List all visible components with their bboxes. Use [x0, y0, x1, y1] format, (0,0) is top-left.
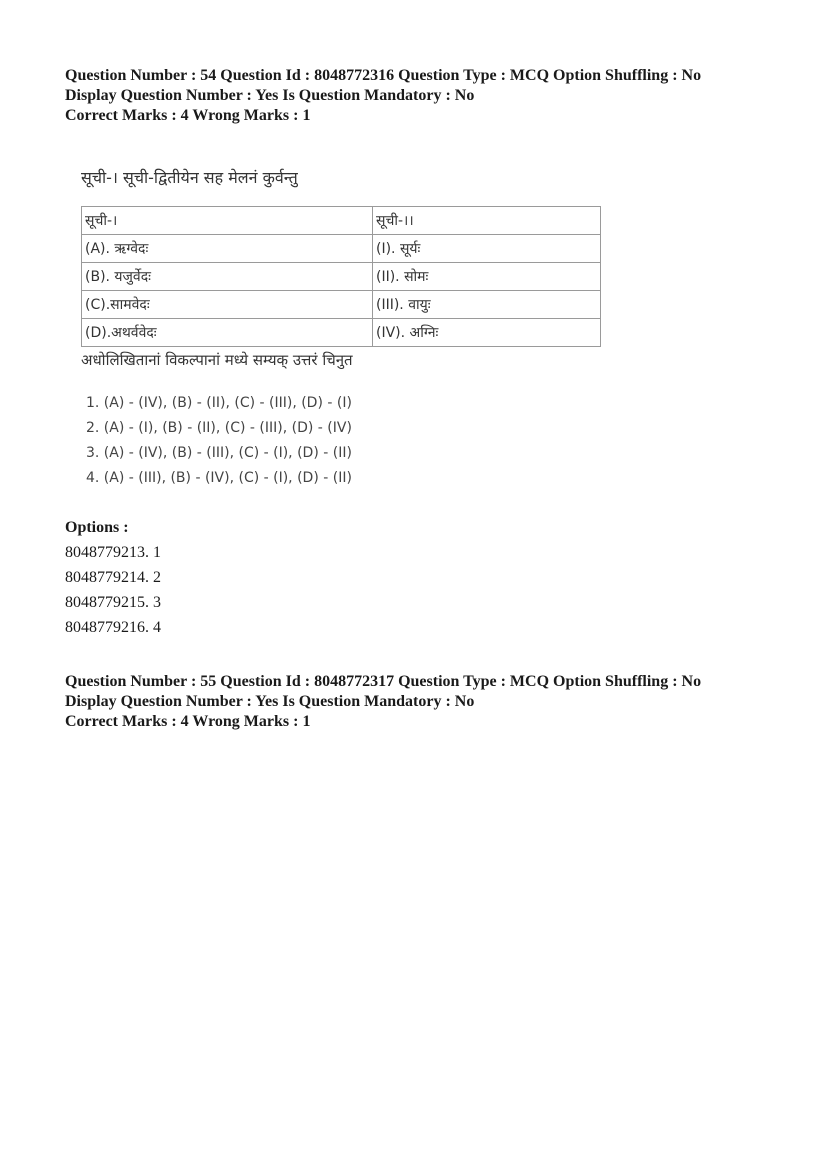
table-row [82, 319, 601, 347]
answer-choice-1: 1. (A) - (IV), (B) - (II), (C) - (III), (D) - (I) [86, 395, 352, 411]
answer-choice-2: 2. (A) - (I), (B) - (II), (C) - (III), (D) - (IV) [86, 420, 352, 436]
list-1-item: (D).अथर्ववेदः [82, 319, 373, 347]
table-row [82, 235, 601, 263]
list-1-item: (A). ऋग्वेदः [82, 235, 373, 263]
question-55-display-line: Display Question Number : Yes Is Question Mandatory : No [65, 693, 475, 710]
list-1-item: (C).सामवेदः [82, 291, 373, 319]
question-54-meta [65, 66, 701, 126]
question-55-info-line: Question Number : 55 Question Id : 8048772317 Question Type : MCQ Option Shuffling : No [65, 673, 702, 690]
answer-choice-3: 3. (A) - (IV), (B) - (III), (C) - (I), (D) - (II) [86, 445, 352, 461]
list-2-item: (I). सूर्यः [373, 235, 601, 263]
choose-instruction: अधोलिखितानां विकल्पानां मध्ये सम्यक् उत्तरं चिनुत [81, 351, 353, 369]
list-1-item: (B). यजुर्वेदः [82, 263, 373, 291]
table-row [82, 263, 601, 291]
match-table-header [82, 207, 601, 235]
option-item-4: 8048779216. 4 [65, 619, 161, 636]
option-item-2: 8048779214. 2 [65, 569, 161, 586]
options-list [65, 542, 161, 642]
question-54-display-line: Display Question Number : Yes Is Question Mandatory : No [65, 87, 475, 104]
list-2-item: (III). वायुः [373, 291, 601, 319]
question-instruction: सूची-। सूची-द्वितीयेन सह मेलनं कुर्वन्तु [81, 168, 298, 187]
options-label: Options : [65, 519, 129, 536]
option-item-1: 8048779213. 1 [65, 544, 161, 561]
list-2-item: (II). सोमः [373, 263, 601, 291]
table-row [82, 291, 601, 319]
answer-choice-4: 4. (A) - (III), (B) - (IV), (C) - (I), (D) - (II) [86, 470, 352, 486]
question-54-info-line: Question Number : 54 Question Id : 8048772316 Question Type : MCQ Option Shuffling : No [65, 67, 702, 84]
answer-choices [86, 392, 352, 492]
question-55-meta [65, 672, 701, 732]
list-2-header: सूची-।। [373, 207, 601, 235]
match-table [81, 206, 601, 347]
question-55-marks-line: Correct Marks : 4 Wrong Marks : 1 [65, 713, 311, 730]
question-54-marks-line: Correct Marks : 4 Wrong Marks : 1 [65, 107, 311, 124]
list-1-header: सूची-। [82, 207, 373, 235]
list-2-item: (IV). अग्निः [373, 319, 601, 347]
option-item-3: 8048779215. 3 [65, 594, 161, 611]
